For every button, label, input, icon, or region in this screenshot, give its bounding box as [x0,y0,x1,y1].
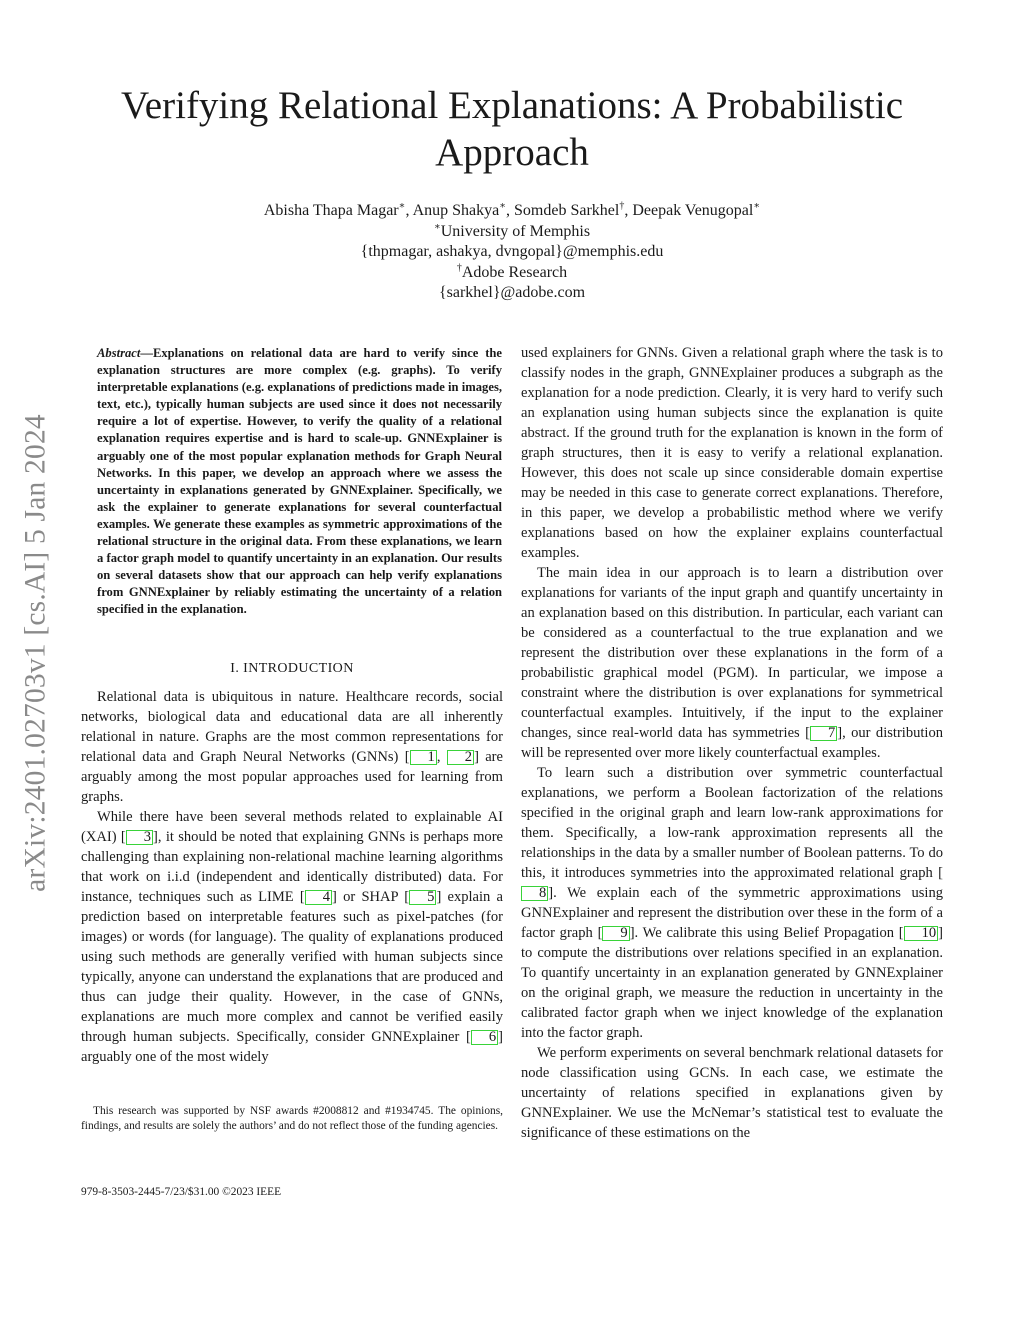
copyright-notice: 979-8-3503-2445-7/23/$31.00 ©2023 IEEE [81,1186,282,1198]
citation-link[interactable]: 9 [602,926,629,941]
funding-footnote [81,1104,503,1134]
section-title-initial: I [243,661,249,676]
affiliation-marker: ∗ [753,200,761,212]
paragraph-text: While there have been several methods related to explainable AI (XAI) [ [81,809,503,845]
affiliation-university-name: University of Memphis [440,222,591,240]
affiliation-marker: ∗ [499,200,507,212]
abstract [97,345,502,619]
author-name: Abisha Thapa Magar [263,202,399,219]
section-heading-introduction [81,661,503,677]
affiliation-marker: † [456,262,462,274]
affiliation-marker: ∗ [398,200,406,212]
paragraph-text: ] are arguably among the most popular approaches used for learning from graphs. [81,749,503,805]
intro-paragraph [81,807,503,1067]
paragraph-text: The main idea in our approach is to learn a distribution over explanations for variants of the input graph and quantify uncertainty in an explanation based on this distribution. In particular, each variant can be considered as a counterfactual to the true explanation and we represent the distribution over these explanations in the form of a probabilistic graphical model (PGM). In particular, we impose a constraint where the distribution is over explanations for symmetrical counterfactual examples. Intuitively, if the input to the explainer changes, since real-world data has symmetries [ [521,565,943,741]
abstract-label: Abstract [97,346,141,360]
paragraph-text: ] explain a prediction based on interpretable features such as pixel-patches (for images) or words (for language). The quality of explanations produced using such methods are generally verified with human subjects since typically, anyone can understand the explanations that are produced and thus can judge their quality. However, in the case of GNNs, explanations are much more complex and cannot be verified easily through human subjects. Specifically, consider GNNExplainer [ [81,889,503,1045]
paragraph-text: ] or SHAP [ [332,889,410,905]
abstract-text: —Explanations on relational data are hard to verify since the explanation structures are more complex (e.g. graphs). To verify interpretable explanations (e.g. explanations of predictions made in images, text, etc.), typically human subjects are used since it does not necessarily require a lot of expertise. However, to verify the quality of a relational explanation requires expertise and is hard to scale-up. GNNExplainer is arguably one of the most popular explanation methods for Graph Neural Networks. In this paper, we develop an approach where we assess the uncertainty in explanations generated by GNNExplainer. Specifically, we ask the explainer to generate explanations for several counterfactual examples. We generate these examples as symmetric approximations of the relational structure in the original data. From these explanations, we learn a factor graph model to quantify uncertainty in an explanation. Our results on several datasets show that our approach can help verify explanations from GNNExplainer by reliably estimating the uncertainty of a relation specified in the explanation. [97,346,502,617]
right-column [521,343,943,1143]
author-name: Deepak Venugopal [632,202,754,219]
intro-paragraph: Relational data is ubiquitous in nature. Healthcare records, social networks, biological data and educational data are all inherently relational in nature. Graphs are the most common representations for relational data and Graph Neural Networks (GNNs) [ 1 , 2 ] are arguably among the most popular approaches used for learning from graphs. [81,689,503,805]
citation-link[interactable]: 3 [126,830,153,845]
author-names: Abisha Thapa Magar∗, Anup Shakya∗, Somdeb Sarkhel†, Deepak Venugopal∗ [263,200,761,219]
affiliation-university [80,222,944,243]
affiliation-marker: † [619,200,625,212]
arxiv-identifier-text: arXiv:2401.02703v1 [cs.AI] 5 Jan 2024 [19,414,52,892]
body-paragraph [521,763,943,1043]
body-paragraph: We perform experiments on several benchmark relational datasets for node classification using GCNs. In each case, we estimate the uncertainty of relations specified in explanations given by GNNExplainer. We use the McNemar’s statistical test to evaluate the significance of these estimations on the [521,1045,943,1141]
email-adobe[interactable]: {sarkhel}@adobe.com [438,284,586,301]
paragraph-text: ] arguably one of the most widely [81,1029,503,1065]
paragraph-text: ] to compute the distributions over relations specified in an explanation. To quantify uncertainty in an explanation generated by GNNExplainer on the original graph, we measure the reduction in uncertainty in the calibrated factor graph when we inject knowledge of the explanation into the factor graph. [521,925,944,1041]
author-name: Somdeb Sarkhel [514,202,620,219]
citation-link[interactable]: 6 [471,1030,498,1045]
email-memphis[interactable]: {thpmagar, ashakya, dvngopal}@memphis.edu [360,243,664,260]
paragraph-text: ]. We calibrate this using Belief Propagation [ [629,925,904,941]
author-name: Anup Shakya [412,202,500,219]
citation-link[interactable]: 10 [904,926,939,941]
citation-link[interactable]: 5 [409,890,436,905]
paragraph-text: ], our distribution will be represented over more likely counterfactual examples. [521,725,944,761]
citation-link[interactable]: 2 [447,750,474,765]
citation-link[interactable]: 1 [410,750,437,765]
arxiv-identifier-stamp[interactable] [6,378,66,928]
paper-title: Verifying Relational Explanations: A Probabilistic Approach [120,84,904,174]
body-paragraph: used explainers for GNNs. Given a relational graph where the task is to classify nodes in the graph, GNNExplainer produces a subgraph as the explanation for a node prediction. Clearly, it is very hard to verify such an explanation using human subjects since the explanation is quite abstract. If the ground truth for the explanation is known in the form of graph structures, then it is easy to verify a relational explanation. However, this does not scale up since considerable domain expertise may be needed in this case to generate correct explanations. Therefore, in this paper, we develop a probabilistic method where we verify explanations based on how the explainer explains counterfactual examples. [521,345,943,561]
section-title-rest: NTRODUCTION [248,661,354,676]
body-paragraph [521,563,943,763]
affiliation-marker: ∗ [433,221,441,233]
citation-link[interactable]: 8 [521,886,548,901]
citation-link[interactable]: 4 [305,890,332,905]
affiliation-adobe-name: Adobe Research [461,263,568,281]
footnote-text: This research was supported by NSF awards #2008812 and #1934745. The opinions, findings, and results are solely the authors’ and do not reflect those of the funding agencies. [81,1105,503,1132]
introduction-left-column [81,687,503,1067]
paragraph-text: To learn such a distribution over symmetric counterfactual explanations, we perform a Boolean factorization of the relations specified in the original graph and learn low-rank approximations for them. Specifically, a low-rank approximation represents all the relationships in the data by a smaller number of Boolean patterns. To do this, it introduces symmetries into the approximated relational graph [ [521,765,943,881]
author-block [80,201,944,304]
citation-link[interactable]: 7 [810,726,837,741]
section-number: I. [230,661,240,676]
paragraph-text: ]. We explain each of the symmetric approximations using GNNExplainer and represent the distribution over these in the form of a factor graph [ [521,885,943,941]
paragraph-text: Relational data is ubiquitous in nature. Healthcare records, social networks, biological data and educational data are all inherently relational in nature. Graphs are the most common representations for relational data and Graph Neural Networks (GNNs) [ [81,689,503,765]
paragraph-text: ], it should be noted that explaining GNNs is perhaps more challenging than explaining non-relational machine learning algorithms that work on i.i.d (independent and identically distributed) data. For instance, techniques such as LIME [ [81,829,503,905]
affiliation-adobe [80,263,944,284]
